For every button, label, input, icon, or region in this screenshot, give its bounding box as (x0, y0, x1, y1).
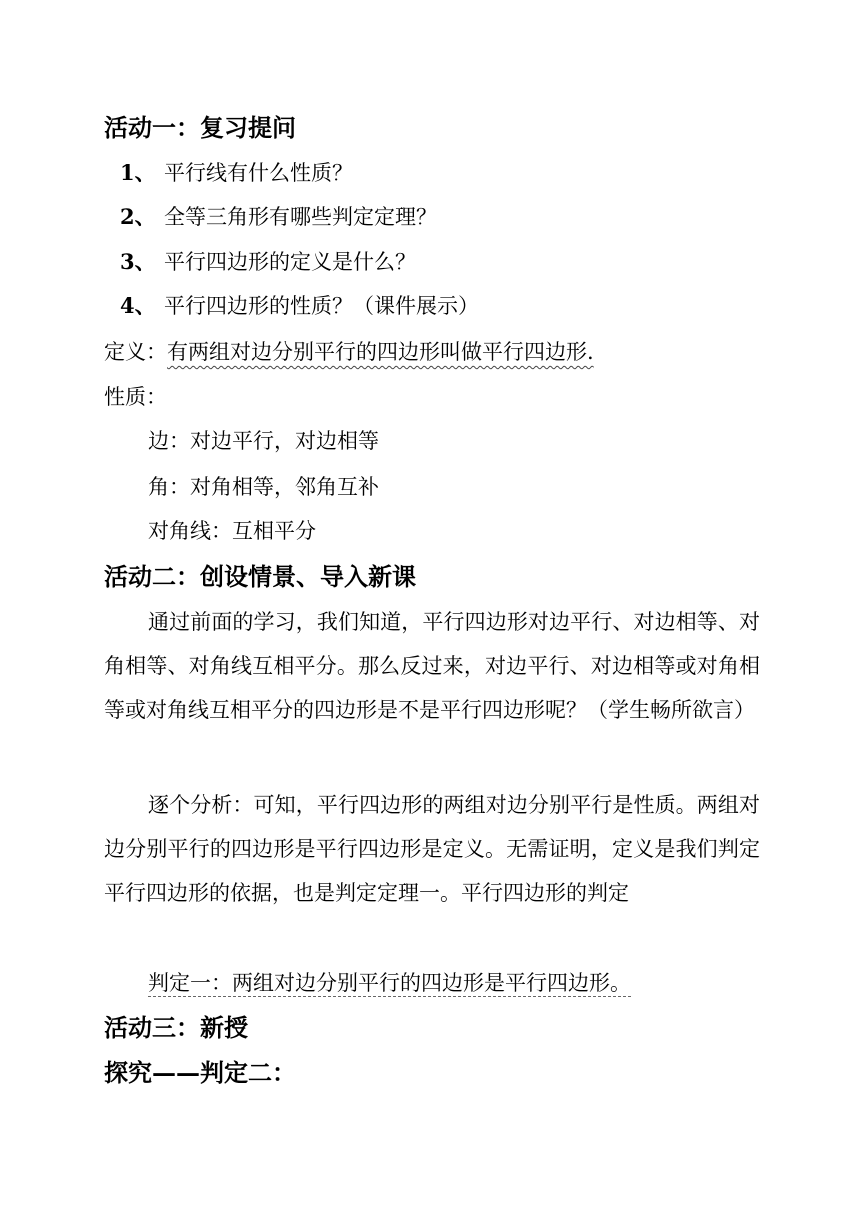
property-sides: 边：对边平行，对边相等 (148, 429, 379, 453)
definition-text: 有两组对边分别平行的四边形叫做平行四边形. (167, 340, 594, 364)
theorem-one-text: 判定一：两组对边分别平行的四边形是平行四边形。 (148, 971, 631, 995)
question-3 (120, 247, 416, 277)
definition-line (104, 337, 594, 367)
activity2-heading: 活动二：创设情景、导入新课 (104, 562, 416, 591)
question-1 (120, 158, 353, 188)
property-diagonals: 对角线：互相平分 (148, 519, 316, 543)
question-text: 平行四边形的定义是什么？ (164, 250, 416, 274)
question-4 (120, 291, 479, 321)
question-number: 2、 (120, 204, 156, 229)
question-2 (120, 202, 437, 232)
property-angles: 角：对角相等，邻角互补 (148, 475, 379, 499)
question-number: 4、 (120, 293, 156, 318)
theorem-one (148, 968, 631, 998)
definition-label: 定义： (104, 340, 167, 364)
intro-paragraph: 通过前面的学习，我们知道，平行四边形对边平行、对边相等、对角相等、对角线互相平分。那么反过来，对边平行、对边相等或对角相等或对角线互相平分的四边形是不是平行四边形呢？（学生畅所欲言） (104, 610, 760, 722)
question-text: 平行线有什么性质？ (164, 161, 353, 185)
question-number: 1、 (120, 160, 156, 185)
activity1-heading: 活动一：复习提问 (104, 113, 296, 142)
properties-label: 性质： (104, 385, 167, 409)
question-text: 平行四边形的性质？（课件展示） (164, 294, 479, 318)
question-text: 全等三角形有哪些判定定理？ (164, 205, 437, 229)
activity3-heading: 活动三：新授 (104, 1013, 248, 1042)
exploration-subheading: 探究——判定二： (104, 1058, 296, 1087)
analysis-paragraph: 逐个分析：可知，平行四边形的两组对边分别平行是性质。两组对边分别平行的四边形是平行四边形是定义。无需证明，定义是我们判定平行四边形的依据，也是判定定理一。平行四边形的判定 (104, 793, 760, 905)
question-number: 3、 (120, 249, 156, 274)
